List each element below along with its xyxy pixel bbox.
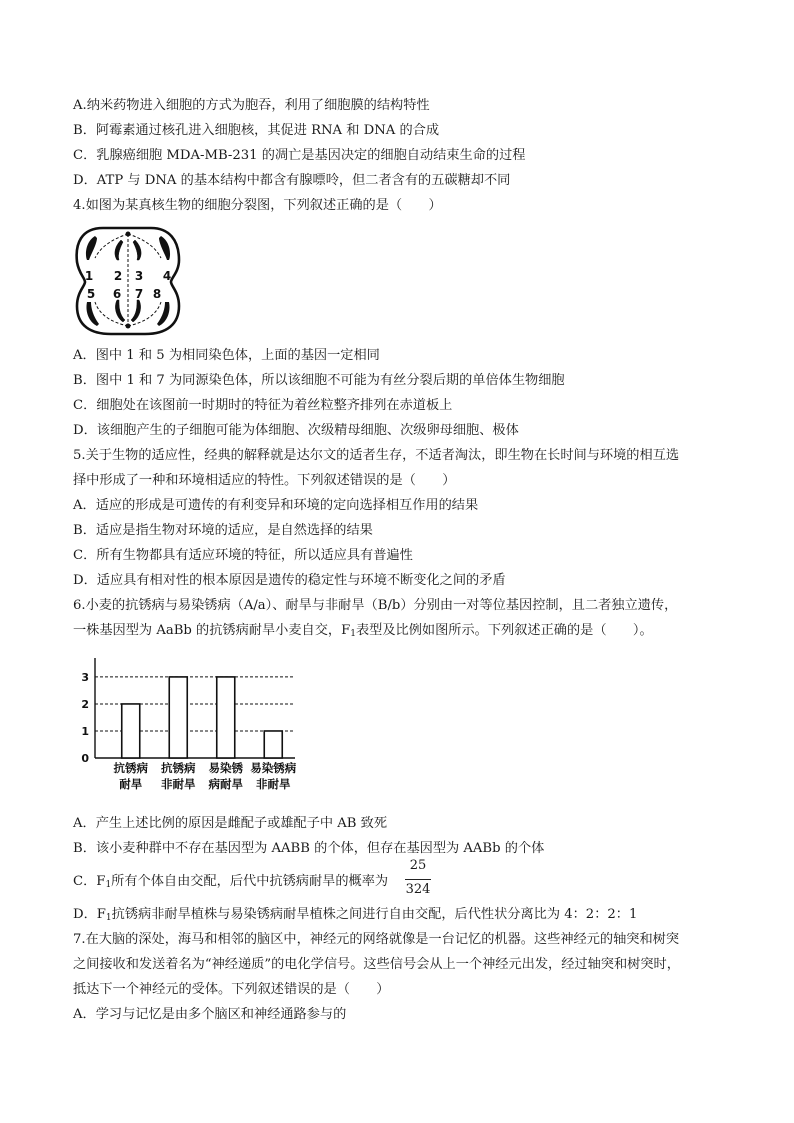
fraction-numerator: 25	[409, 858, 427, 873]
x-category-label: 耐旱	[119, 777, 143, 790]
q3-option-d: D．ATP 与 DNA 的基本结构中都含有腺嘌呤，但二者含有的五碳糖却不同	[73, 173, 511, 188]
q6-option-d-text-end: 抗锈病非耐旱植株与易染锈病耐旱植株之间进行自由交配，后代性状分离比为 4：2：2：1	[111, 907, 638, 922]
fraction-bar	[405, 879, 431, 880]
bar	[169, 677, 187, 758]
cell-division-figure	[73, 222, 183, 340]
y-tick-label: 1	[81, 724, 89, 738]
q5-option-b: B．适应是指生物对环境的适应，是自然选择的结果	[73, 523, 373, 538]
q4-option-b: B．图中 1 和 7 为同源染色体，所以该细胞不可能为有丝分裂后期的单倍体生物细胞	[73, 373, 565, 388]
q7-option-a: A．学习与记忆是由多个脑区和神经通路参与的	[73, 1007, 347, 1022]
q6-stem-subscript: 1	[350, 629, 356, 639]
q6-option-d	[73, 906, 637, 927]
chromosome-label: 4	[162, 269, 172, 283]
q5-stem-line2: 择中形成了一种和环境相适应的特性。下列叙述错误的是（ ）	[73, 473, 456, 488]
x-category-label: 非耐旱	[256, 777, 291, 790]
x-category-label: 非耐旱	[161, 777, 196, 790]
q6-stem-line1: 6.小麦的抗锈病与易染锈病（A/a）、耐旱与非耐旱（B/b）分别由一对等位基因控制，且二者独立遗传，	[73, 598, 678, 613]
probability-fraction	[403, 858, 433, 902]
q3-option-a: A.纳米药物进入细胞的方式为胞吞，利用了细胞膜的结构特性	[73, 98, 430, 113]
chromosome-2	[115, 240, 123, 260]
q5-option-a: A．适应的形成是可遗传的有利变异和环境的定向选择相互作用的结果	[73, 498, 479, 513]
q5-option-c: C．所有生物都具有适应环境的特征，所以适应具有普遍性	[73, 548, 413, 563]
q4-stem: 4.如图为某真核生物的细胞分裂图，下列叙述正确的是（ ）	[73, 198, 442, 213]
chromosome-label: 7	[134, 287, 144, 301]
q6-option-b: B．该小麦种群中不存在基因型为 AABB 的个体，但存在基因型为 AABb 的个体	[73, 841, 545, 856]
y-tick-label: 2	[81, 697, 89, 711]
chromosome-label: 6	[112, 287, 122, 301]
chromosome-label: 5	[86, 287, 96, 301]
q6-option-c-text: C．F	[73, 874, 106, 889]
x-category-label: 易染锈	[208, 761, 243, 775]
fraction-denominator: 324	[405, 882, 431, 897]
y-tick-label: 0	[81, 752, 89, 765]
q7-stem-line1: 7.在大脑的深处，海马和相邻的脑区中，神经元的网络就像是一台记忆的机器。这些神经元的轴突和树突	[73, 932, 680, 947]
bar	[122, 704, 140, 758]
chromosome-3	[133, 240, 141, 260]
q6-option-a: A．产生上述比例的原因是雌配子或雄配子中 AB 致死	[73, 816, 388, 831]
x-category-label: 病耐旱	[208, 777, 243, 790]
x-category-label: 抗锈病	[113, 761, 148, 775]
q6-option-c	[73, 873, 388, 894]
chromosome-6	[115, 300, 125, 322]
chromosome-label: 1	[84, 269, 94, 283]
f1-phenotype-bar-chart	[73, 650, 303, 790]
x-category-label: 易染锈病	[250, 761, 297, 775]
q7-stem-line2: 之间接收和发送着名为“神经递质”的电化学信号。这些信号会从上一个神经元出发，经过轴突和树突时，	[73, 957, 680, 972]
q5-stem-line1: 5.关于生物的适应性，经典的解释就是达尔文的适者生存，不适者淘汰，即生物在长时间与环境的相互选	[73, 448, 680, 463]
chromosome-label: 3	[134, 269, 144, 283]
chromosome-label: 8	[152, 287, 162, 301]
q6-option-c-text-end: 所有个体自由交配，后代中抗锈病耐旱的概率为	[111, 874, 389, 889]
q6-option-d-subscript: 1	[105, 913, 112, 923]
q6-option-d-text: D．F	[73, 907, 106, 922]
q6-stem-text: 一株基因型为 AaBb 的抗锈病耐旱小麦自交，F	[73, 623, 351, 638]
q5-option-d: D．适应具有相对性的根本原因是遗传的稳定性与环境不断变化之间的矛盾	[73, 573, 506, 588]
q6-stem-line2	[73, 622, 653, 643]
q6-stem-text-end: 表型及比例如图所示。下列叙述正确的是（ ）。	[355, 623, 653, 638]
y-tick-label: 3	[81, 670, 89, 684]
q3-option-b: B．阿霉素通过核孔进入细胞核，其促进 RNA 和 DNA 的合成	[73, 123, 440, 138]
q4-option-d: D．该细胞产生的子细胞可能为体细胞、次级精母细胞、次级卵母细胞、极体	[73, 423, 519, 438]
bar	[264, 731, 282, 758]
q4-option-c: C．细胞处在该图前一时期时的特征为着丝粒整齐排列在赤道板上	[73, 398, 453, 413]
chromosome-8	[157, 302, 170, 326]
q4-option-a: A．图中 1 和 5 为相同染色体，上面的基因一定相同	[73, 348, 380, 363]
chromosome-7	[131, 300, 141, 322]
q3-option-c: C．乳腺癌细胞 MDA-MB-231 的凋亡是基因决定的细胞自动结束生命的过程	[73, 148, 526, 163]
chromosome-5	[86, 302, 99, 326]
spindle-fibers	[95, 234, 161, 326]
bar	[217, 677, 235, 758]
chromosome-label: 2	[113, 269, 123, 283]
q7-stem-line3: 抵达下一个神经元的受体。下列叙述错误的是（ ）	[73, 982, 390, 997]
x-category-label: 抗锈病	[161, 761, 196, 775]
q6-option-c-subscript: 1	[105, 880, 112, 890]
